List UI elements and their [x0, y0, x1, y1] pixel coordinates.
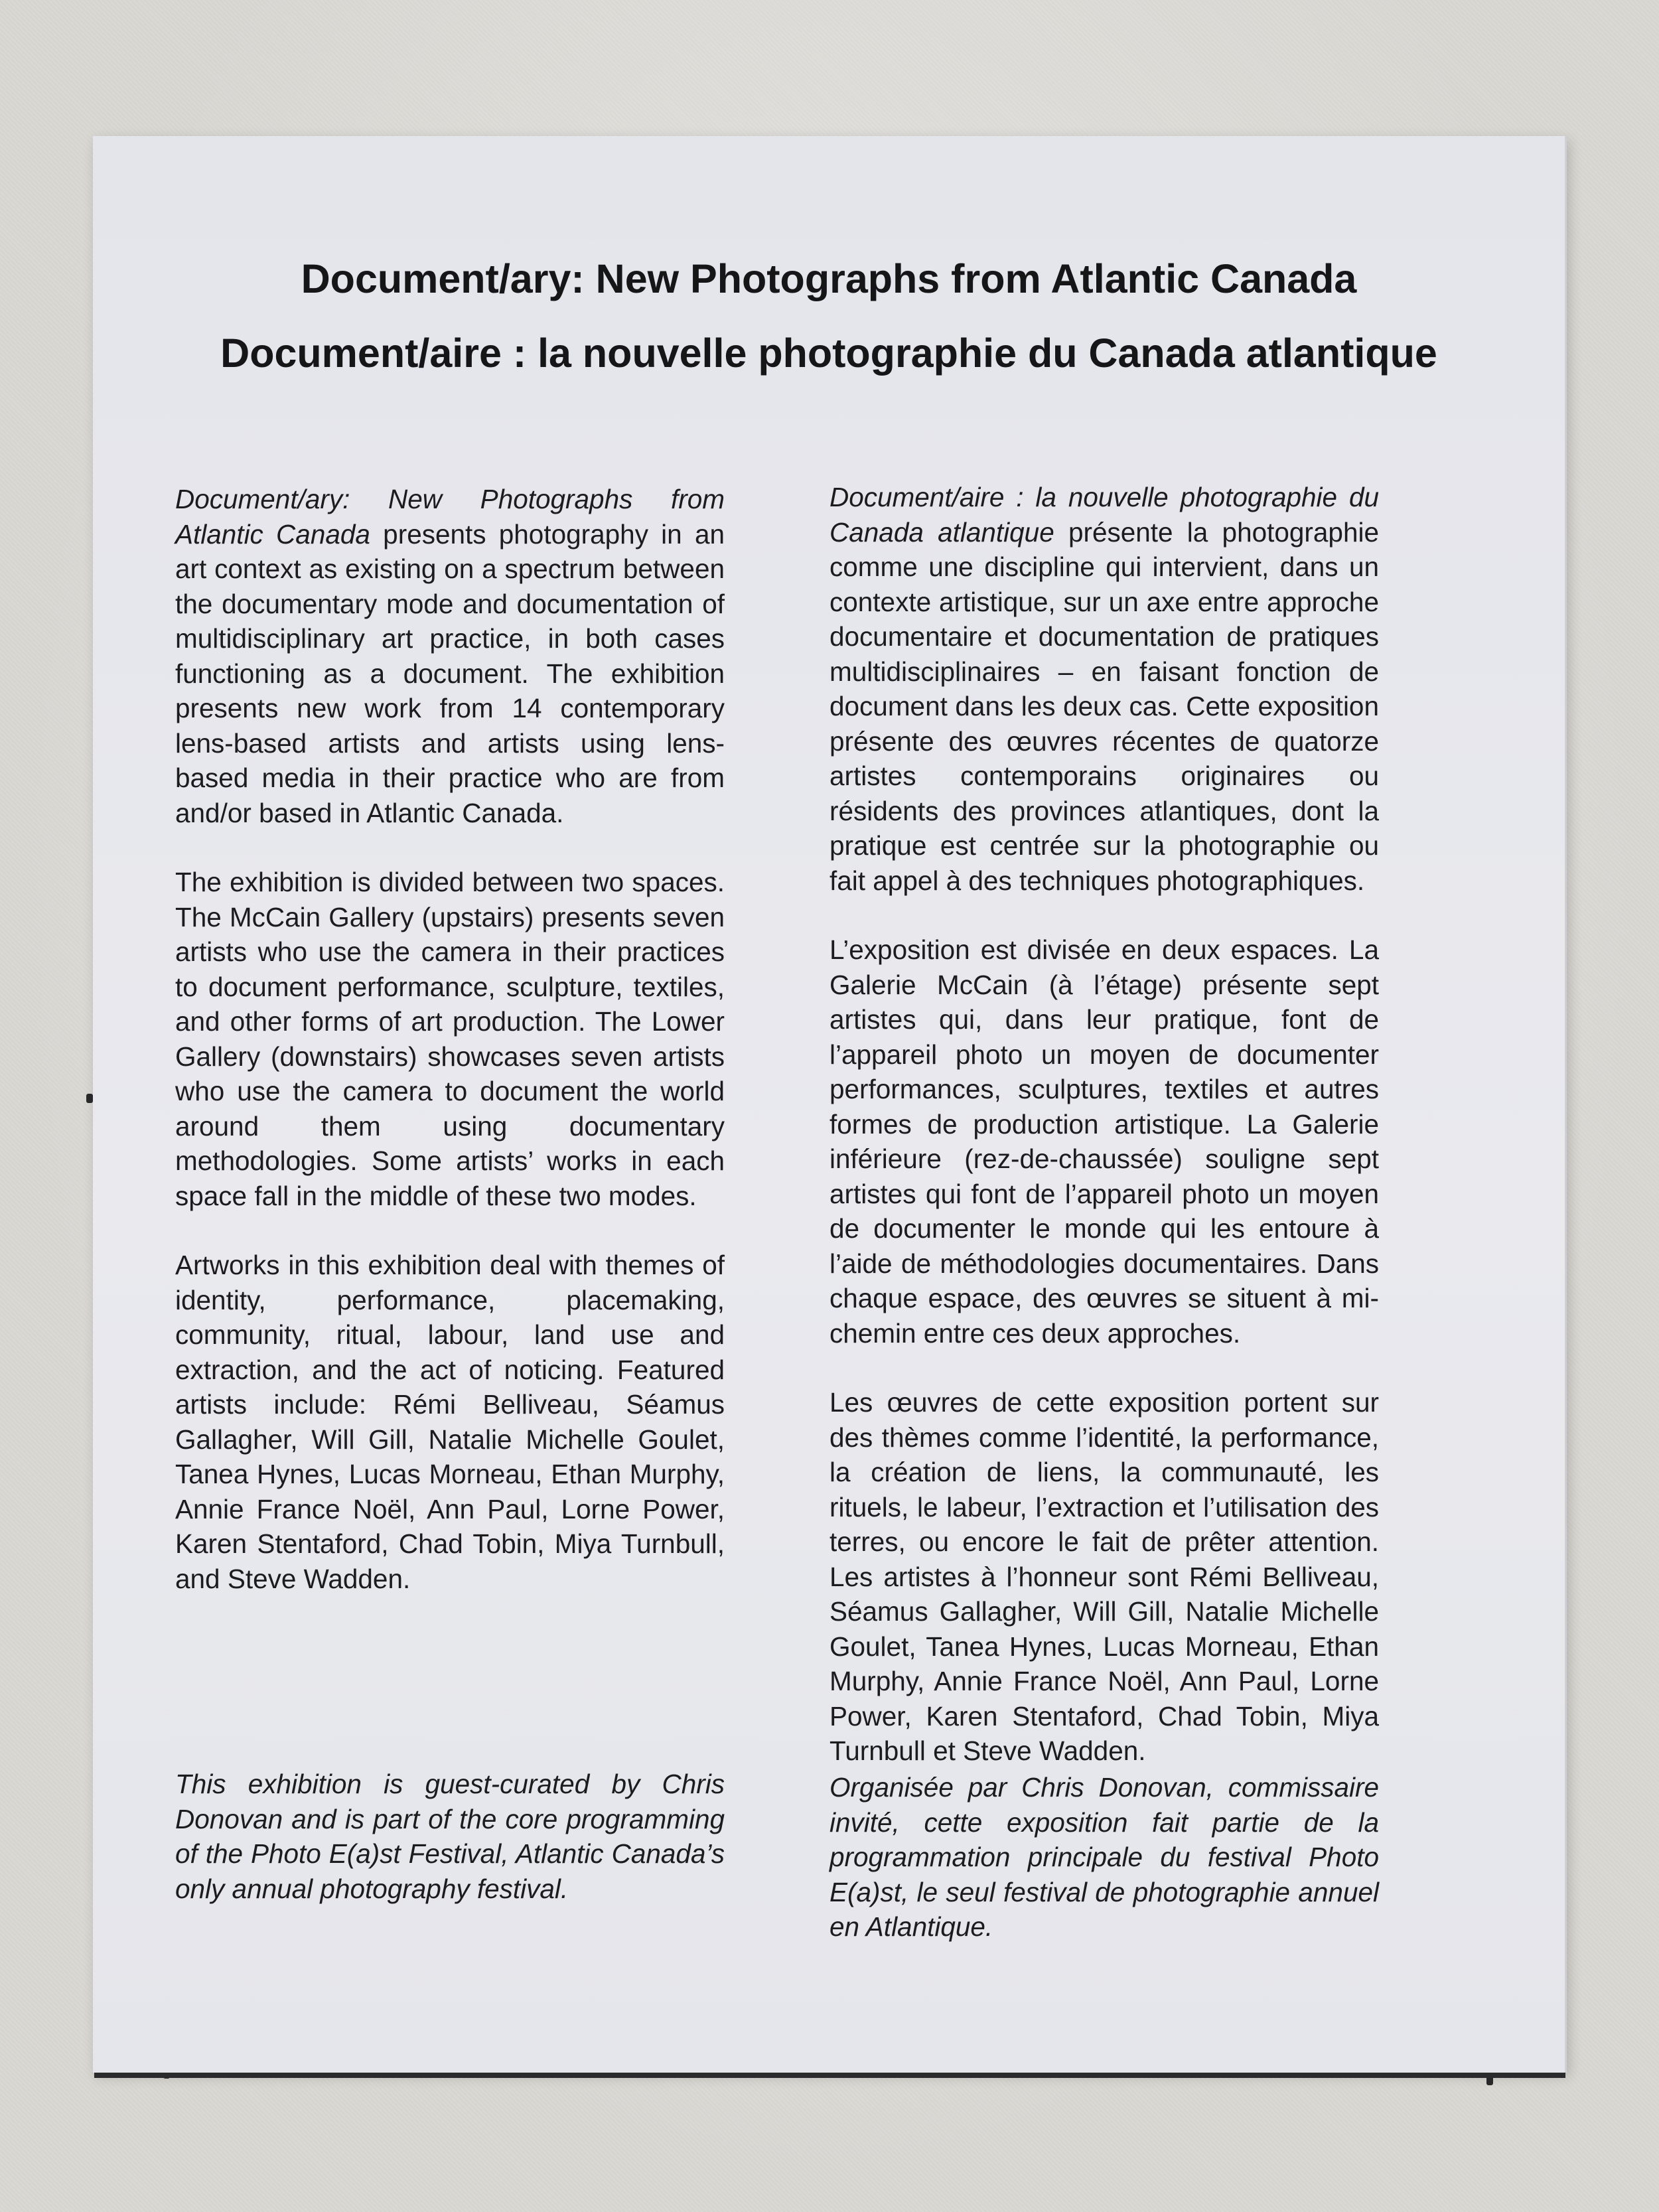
pin-mid-left — [86, 1094, 93, 1103]
french-curator-note: Organisée par Chris Donovan, commissaire invité, cette exposition fait partie de la programmation principale du festival Photo E(a)st, le seul festival de photographie annuel en Atlantique. — [830, 1772, 1379, 1942]
english-column — [175, 482, 725, 1596]
english-paragraph-intro — [175, 482, 725, 830]
english-exhibition-name: Document/ary: New Photographs from Atlantic Canada — [175, 484, 725, 550]
french-paragraph-spaces: L’exposition est divisée en deux espaces. La Galerie McCain (à l’étage) présente sept artistes qui, dans leur pratique, font de l’appareil photo un moyen de documenter performances, sculptures, textiles et autres formes de production artistique. La Galerie inférieure (rez-de-chaussée) souligne sept artistes qui font de l’appareil photo un moyen de documenter le monde qui les entoure à l’aide de méthodologies documentaires. Dans chaque espace, des œuvres se situent à mi-chemin entre ces deux approches. — [830, 934, 1379, 1349]
french-exhibition-name: Document/aire : la nouvelle photographie du Canada atlantique — [830, 482, 1379, 548]
french-paragraph-intro — [830, 480, 1379, 898]
title-english: Document/ary: New Photographs from Atlantic Canada — [301, 256, 1357, 301]
french-column — [830, 480, 1379, 1769]
english-paragraph-themes: Artworks in this exhibition deal with themes of identity, performance, placemaking, community, ritual, labour, land use and extraction, and the act of noticing. Featured artists include: Rémi Belliveau, Séamus Gallagher, Will Gill, Natalie Michelle Goulet, Tanea Hynes, Lucas Morneau, Ethan Murphy, Annie France Noël, Ann Paul, Lorne Power, Karen Stentaford, Chad Tobin, Miya Turnbull, and Steve Wadden. — [175, 1250, 725, 1594]
exhibition-text-panel — [93, 136, 1567, 2073]
english-paragraph-spaces: The exhibition is divided between two spaces. The McCain Gallery (upstairs) presents seven artists who use the camera in their practices to document performance, sculpture, textiles, and other forms of art production. The Lower Gallery (downstairs) showcases seven artists who use the camera to document the world around them using documentary methodologies. Some artists’ works in each space fall in the middle of these two modes. — [175, 867, 725, 1211]
french-paragraph-themes: Les œuvres de cette exposition portent sur des thèmes comme l’identité, la performance, la création de liens, la communauté, les rituels, le labeur, l’extraction et l’utilisation des terres, ou encore le fait de prêter attention. Les artistes à l’honneur sont Rémi Belliveau, Séamus Gallagher, Will Gill, Natalie Michelle Goulet, Tanea Hynes, Lucas Morneau, Ethan Murphy, Annie France Noël, Ann Paul, Lorne Power, Karen Stentaford, Chad Tobin, Miya Turnbull et Steve Wadden. — [830, 1387, 1379, 1766]
pin-bottom-right — [1486, 2076, 1493, 2085]
english-curator-note: This exhibition is guest-curated by Chris Donovan and is part of the core programming of the Photo E(a)st Festival, Atlantic Canada’s only annual photography festival. — [175, 1769, 725, 1904]
english-intro-text: presents photography in an art context as existing on a spectrum between the documentary mode and documentation of multidisciplinary art practice, in both cases functioning as a document. The exhibition presents new work from 14 contemporary lens-based artists and artists using lens-based media in their practice who are from and/or based in Atlantic Canada. — [175, 518, 725, 828]
title-french: Document/aire : la nouvelle photographie du Canada atlantique — [220, 331, 1437, 376]
french-intro-text: présente la photographie comme une discipline qui intervient, dans un contexte artistique, sur un axe entre approche documentaire et documentation de pratiques multidisciplinaires – en faisant fonction de document dans les deux cas. Cette exposition présente des œuvres récentes de quatorze artistes contemporains originaires ou résidents des provinces atlantiques, dont la pratique est centrée sur la photographie ou fait appel à des techniques photographiques. — [830, 516, 1379, 896]
